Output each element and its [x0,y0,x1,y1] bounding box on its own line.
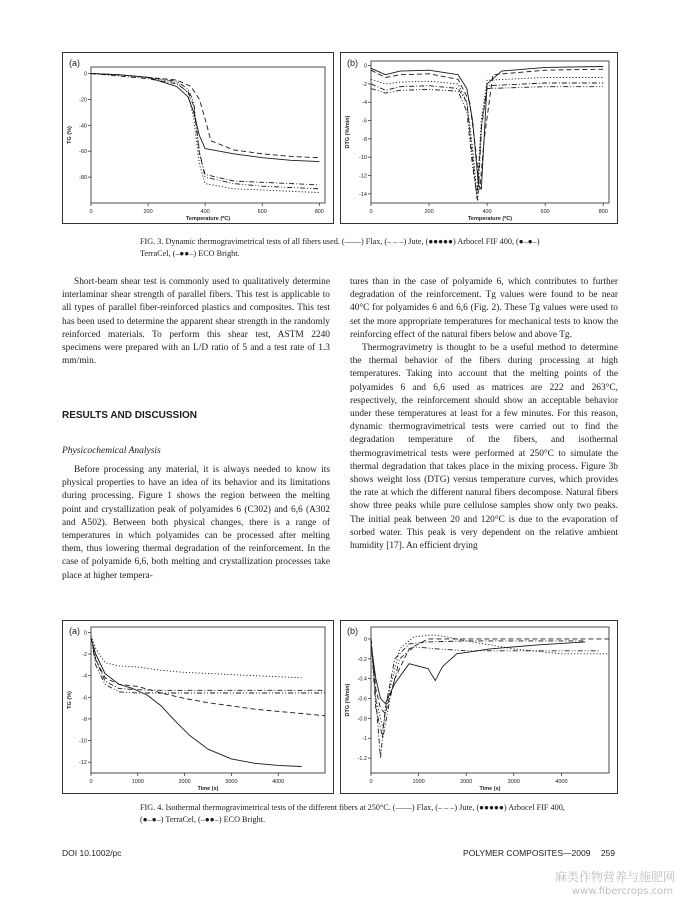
section-heading: RESULTS AND DISCUSSION [62,410,198,421]
panel-label: (b) [347,58,358,68]
series-line-arbocel-fif-400 [371,78,603,194]
plot-frame [371,61,609,203]
y-tick-label: -40 [79,123,87,130]
section-subheading: Physicochemical Analysis [62,446,161,456]
y-tick-label: -12 [359,173,367,180]
panel-label: (b) [347,626,358,636]
y-axis-label: TG (%) [67,691,73,709]
y-tick-label: -20 [79,97,87,104]
x-tick-label: 4000 [272,779,285,785]
fig4b-panel [340,620,618,794]
y-tick-label: 0 [83,630,87,637]
x-tick-label: 800 [314,209,324,215]
x-tick-label: 3000 [225,779,238,785]
series-line-flax [371,67,603,190]
series-line-terracel [371,639,585,758]
x-tick-label: 600 [257,209,267,215]
x-tick-label: 2000 [460,779,473,785]
x-tick-label: 800 [598,209,608,215]
y-tick-label: -0.2 [357,656,367,663]
fig3-caption: FIG. 3. Dynamic thermogravimetrical tests of all fibers used. (——) Flax, (– – –) Jute, (●●●●●) Arbocel FIF 400, (●–●–) TerraCel, (–●●–) ECO Bright. [140,237,540,258]
y-tick-label: -8 [82,716,87,723]
y-tick-label: -6 [82,695,87,702]
x-tick-label: 2000 [178,779,191,785]
fig3a-chart [63,53,333,223]
y-tick-label: -12 [79,760,87,767]
y-tick-label: -14 [359,191,367,198]
watermark-line-2: www.fibercrops.com [571,886,673,897]
watermark-line-1: 麻类作物营养与施肥网 [554,870,675,884]
x-tick-label: 4000 [555,779,568,785]
series-line-eco-bright [371,87,603,202]
x-axis-label: Temperature (ºC) [185,216,231,222]
fig3b-panel [340,52,618,224]
footer-journal [463,848,615,858]
x-tick-label: 3000 [507,779,520,785]
y-tick-label: -4 [362,100,367,107]
y-tick-label: -6 [362,118,367,125]
y-tick-label: -2 [362,81,367,88]
fig4-caption: FIG. 4. Isothermal thermogravimetrical tests of the different fibers at 250°C. (——) Flax, (– – –) Jute, (●●●●●) Arbocel FIF 400, (●–●–) TerraCel, (–●●–) ECO Bright. [140,803,565,824]
y-axis-label: TG (%) [67,126,73,144]
y-tick-label: -0.6 [357,696,367,703]
y-axis-label: DTG (%/min) [345,115,351,149]
x-tick-label: 600 [540,209,550,215]
y-axis-label: DTG (%/min) [345,683,351,717]
x-tick-label: 0 [369,779,373,785]
y-tick-label: -10 [79,738,87,745]
panel-label: (a) [69,58,80,68]
y-tick-label: -0.8 [357,716,367,723]
series-line-jute [91,74,319,158]
fig4b-chart [341,621,617,793]
x-tick-label: 400 [200,209,210,215]
right-paragraph-2: Thermogravimetry is thought to be a useful method to determine the thermal behavior of the fibers during processing at high temperatures. Taking into account that the melting points of the polyamides 6 and 6,6 used as matrices are 222 and 263°C, respectively, the reinforcement should show an acceptable behavior under these temperatures at least for a few minutes. For this reason, dynamic thermogravimetrical tests were carried out to find the degradation temperature of the fibers, and isothermal thermogravimetrical tests were performed at 250°C to simulate the thermal degradation that takes place in the mixing process. Figure 3b shows weight loss (DTG) versus temperature curves, which provides the rate at which the different natural fibers decompose. Natural fibers show three peaks while pure cellulose samples show only two peaks. The initial peak between 20 and 120°C is due to the evaporation of sorbed water. This peak is very dependent on the relative ambient humidity [17]. An efficient drying [350,343,618,552]
footer-page-number: 259 [600,848,615,858]
y-tick-label: -80 [79,175,87,182]
y-tick-label: -4 [82,673,87,680]
series-line-eco-bright [91,74,319,189]
x-tick-label: 1000 [131,779,144,785]
series-line-terracel [91,74,319,185]
panel-label: (a) [69,626,80,636]
y-tick-label: 0 [363,636,367,643]
y-tick-label: -0.4 [357,676,367,683]
series-line-jute [371,639,609,714]
fig3a-panel [62,52,334,224]
left-column [62,276,330,368]
x-tick-label: 1000 [412,779,425,785]
series-line-arbocel-fif-400 [91,636,302,678]
x-axis-label: Temperature (ºC) [467,216,513,222]
right-column [350,276,618,553]
series-line-jute [91,638,325,716]
x-tick-label: 200 [424,209,434,215]
y-tick-label: -10 [359,155,367,162]
y-tick-label: -2 [82,652,87,659]
footer-journal-name: POLYMER COMPOSITES—2009 [463,848,591,858]
series-line-flax [91,638,302,767]
x-axis-label: Time (s) [479,786,501,792]
left-paragraph-1: Short-beam shear test is commonly used to qualitatively determine interlaminar shear strength of parallel fibers. This test is applicable to all types of parallel fiber-reinforced plastics and composites. This test has been used to determine the apparent shear strength in the randomly reinforced materials. To perform this shear test, ASTM 2240 specimens were prepared with an L/D ratio of 5 and a test rate of 1.3 mm/min. [62,277,330,367]
y-tick-label: 0 [363,63,367,70]
fig4a-chart [63,621,333,793]
series-line-terracel [371,83,603,198]
footer-doi: DOI 10.1002/pc [62,848,122,858]
left-column-2 [62,464,330,583]
y-tick-label: -60 [79,149,87,156]
fig4a-panel [62,620,334,794]
left-paragraph-2: Before processing any material, it is always needed to know its physical properties to have an idea of its behavior and its limitations during processing. Figure 1 shows the region between the melting point and crystallization peak of polyamides 6 (C302) and 6,6 (A302 and A502). Between both physical changes, there is a range of temperatures in which polyamides can be processed after melting them, thus lowering thermal degradation of the reinforcement. In the case of polyamide 6,6, both melting and crystallization processes take place at higher tempera- [62,465,330,581]
series-line-arbocel-fif-400 [91,74,319,193]
x-tick-label: 0 [89,209,93,215]
x-tick-label: 0 [369,209,373,215]
x-tick-label: 0 [89,779,93,785]
y-tick-label: 0 [83,71,87,78]
right-paragraph-1: tures than in the case of polyamide 6, which contributes to further degradation of the reinforcement. Tg values were found to be near 40°C for polyamides 6 and 6,6 (Fig. 2). These Tg values were used to set the more appropriate temperatures for mechanical tests to know the reinforcing effect of the natural fibers below and above Tg. [350,277,618,340]
y-tick-label: -1.2 [357,756,367,763]
x-tick-label: 400 [482,209,492,215]
series-line-terracel [91,638,325,691]
plot-frame [91,627,325,773]
fig3b-chart [341,53,617,223]
y-tick-label: -1 [362,736,367,743]
x-axis-label: Time (s) [197,786,219,792]
plot-frame [91,67,325,203]
y-tick-label: -8 [362,136,367,143]
x-tick-label: 200 [143,209,153,215]
